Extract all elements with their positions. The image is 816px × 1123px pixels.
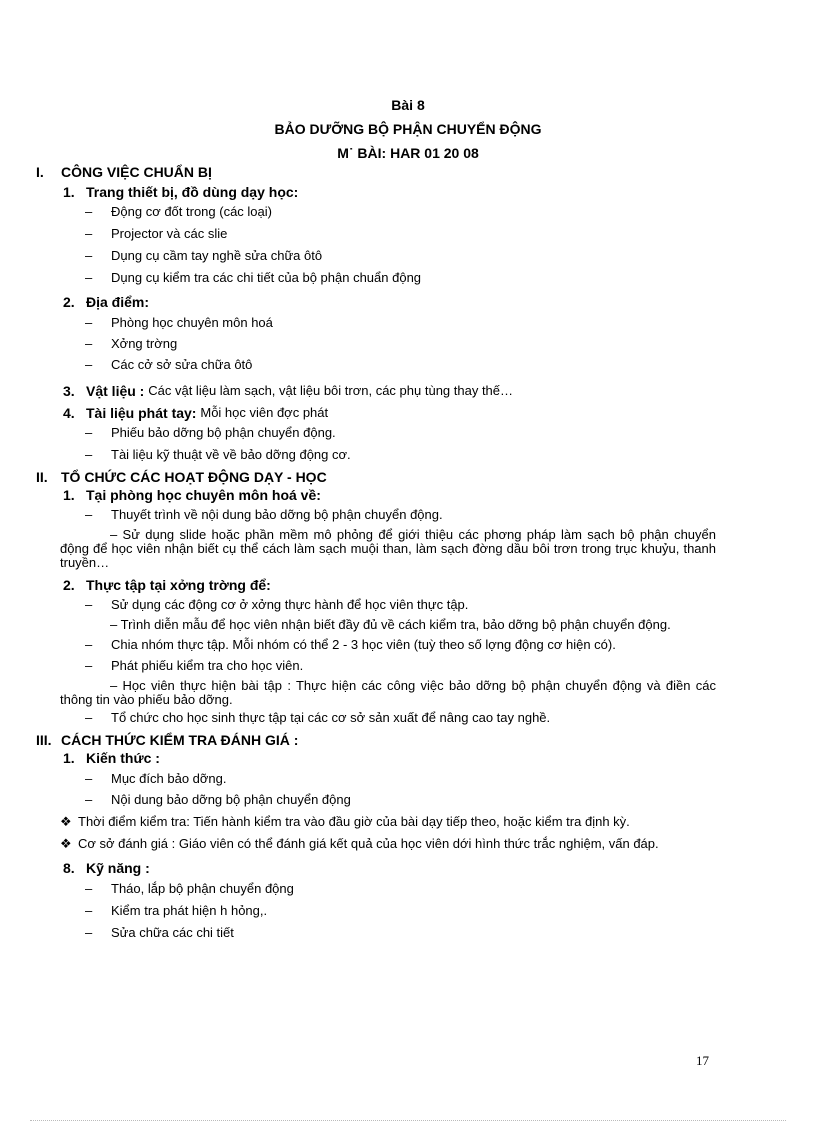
document-body (36, 163, 716, 942)
subsection-1-4-heading: 4. Tài liệu phát tay: Mỗi học viên đợc phát (63, 405, 329, 421)
subsection-3-2-heading: 8. Kỹ năng : (63, 860, 150, 876)
list-item: – Sử dụng các động cơ ở xởng thực hành để học viên thực tập. (85, 597, 469, 612)
list-item: – Kiểm tra phát hiện h hỏng,. (85, 903, 268, 918)
page-number: 17 (696, 1053, 709, 1068)
paragraph: – Học viên thực hiện bài tập : Thực hiện các công việc bảo dỡng bộ phận chuyển động và điền các thông tin vào phiếu bảo dỡng. (60, 678, 716, 707)
list-item: – Tổ chức cho học sinh thực tập tại các cơ sở sản xuất để nâng cao tay nghề. (85, 710, 551, 725)
lesson-code: M˙ BÀI: HAR 01 20 08 (337, 145, 479, 161)
list-item: – Phòng học chuyên môn hoá (85, 315, 273, 330)
list-item: – Các cở sở sửa chữa ôtô (85, 357, 253, 372)
list-item: – Thuyết trình về nội dung bảo dỡng bộ phận chuyển động. (85, 507, 443, 522)
lesson-number: Bài 8 (391, 97, 425, 113)
lesson-title: BẢO DƯỠNG BỘ PHẬN CHUYỂN ĐỘNG (274, 121, 542, 137)
list-item: – Động cơ đốt trong (các loại) (85, 204, 272, 219)
list-item: – Phát phiếu kiểm tra cho học viên. (85, 658, 304, 673)
subsection-1-1-heading: 1. Trang thiết bị, đồ dùng dạy học: (63, 184, 299, 200)
list-item: – Tháo, lắp bộ phận chuyển động (85, 881, 294, 896)
subsection-2-1-heading: 1. Tại phòng học chuyên môn hoá về: (63, 487, 321, 503)
list-item: – Sửa chữa các chi tiết (85, 925, 234, 940)
list-item: – Dụng cụ cầm tay nghề sửa chữa ôtô (85, 248, 323, 263)
list-item: – Tài liệu kỹ thuật về về bảo dỡng động cơ. (85, 447, 351, 462)
section-1-heading: I. CÔNG VIỆC CHUẨN BỊ (36, 164, 212, 180)
paragraph: – Sử dụng slide hoặc phần mềm mô phỏng để giới thiệu các phơng pháp làm sạch bộ phận chuyển động để học viên nhận biết cụ thể cách làm sạch muội than, làm sạch đờng dầu bôi trơn trong trục khuỷu, thanh truyền… (60, 527, 716, 570)
subsection-1-2-heading: 2. Địa điểm: (63, 294, 150, 310)
list-item: – Xởng trờng (85, 336, 178, 351)
subsection-3-1-heading: 1. Kiến thức : (63, 750, 160, 766)
diamond-bullet-icon: ❖ (60, 814, 72, 829)
subsection-1-3-heading: 3. Vật liệu : Các vật liệu làm sạch, vật liệu bôi trơn, các phụ tùng thay thế… (63, 383, 514, 399)
list-item: – Dụng cụ kiểm tra các chi tiết của bộ phận chuẩn động (85, 270, 422, 285)
subsection-2-2-heading: 2. Thực tập tại xởng trờng để: (63, 577, 271, 593)
bullet-paragraph: ❖ Cơ sở đánh giá : Giáo viên có thể đánh giá kết quả của học viên dới hình thức trắc nghiệm, vấn đáp. (60, 836, 659, 851)
list-item: – Chia nhóm thực tập. Mỗi nhóm có thể 2 - 3 học viên (tuỳ theo số lợng động cơ hiện có). (85, 637, 616, 652)
section-2-heading: II. TỔ CHỨC CÁC HOẠT ĐỘNG DẠY - HỌC (36, 469, 327, 485)
list-item: – Projector và các slie (85, 226, 228, 241)
list-item: – Mục đích bảo dỡng. (85, 771, 227, 786)
list-item: – Nội dung bảo dỡng bộ phận chuyển động (85, 792, 351, 807)
section-3-heading: III. CÁCH THỨC KIỂM TRA ĐÁNH GIÁ : (36, 732, 299, 748)
list-item: – Phiếu bảo dỡng bộ phận chuyển động. (85, 425, 336, 440)
bullet-paragraph: ❖ Thời điểm kiểm tra: Tiến hành kiểm tra vào đầu giờ của bài dạy tiếp theo, hoặc kiểm tra định kỳ. (60, 814, 630, 829)
diamond-bullet-icon: ❖ (60, 836, 72, 851)
page-bottom-divider (30, 1120, 786, 1121)
paragraph: – Trình diễn mẫu để học viên nhận biết đầy đủ về cách kiểm tra, bảo dỡng bộ phận chuyển động. (110, 617, 671, 632)
